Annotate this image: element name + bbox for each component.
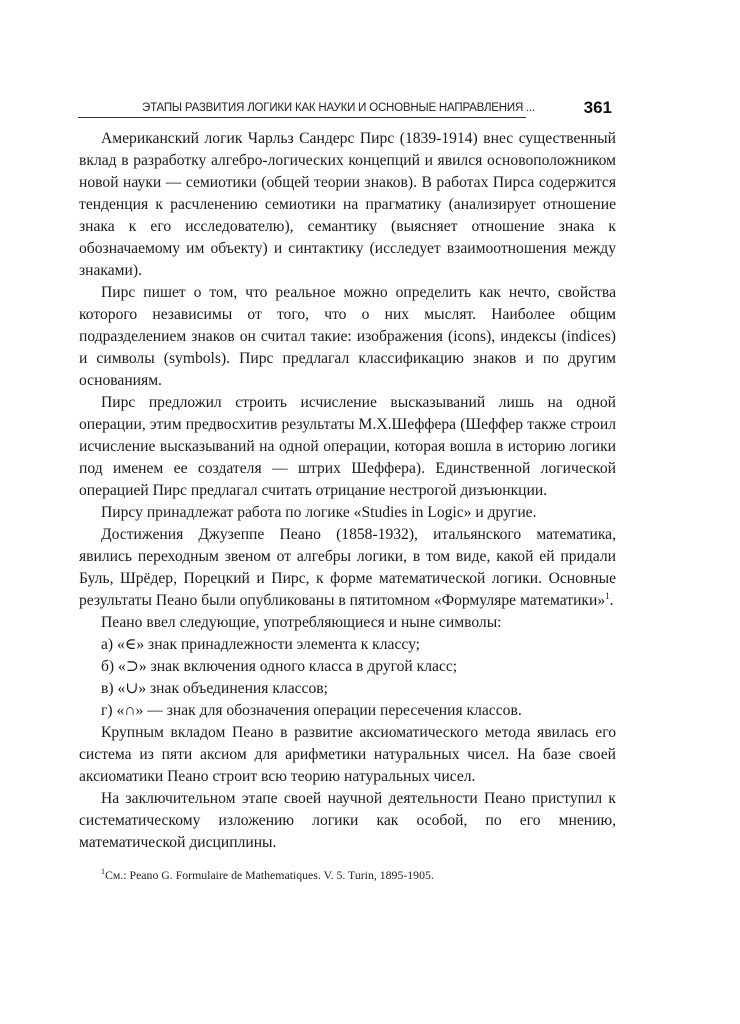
paragraph-peirce-signs: Пирс пишет о том, что реальное можно определить как нечто, свойства которого независимы от того, что о них мыслят. Наиболее общим подразделением знаков он считал такие: изображения (icons), индексы (indices) и символы (symbols). Пирс предлагал классификацию знаков и по другим основаниям. (79, 284, 616, 389)
paragraph-peano-symbols: Пеано ввел следующие, употребляющиеся и ныне символы: (101, 614, 502, 631)
footnote-mark: 1 (101, 867, 105, 876)
paragraph-peano-final: На заключительном этапе своей научной деятельности Пеано приступил к систематическому изложению логики как особой, по его мнению, математической дисциплины. (79, 790, 616, 851)
list-item: б) «⊃» знак включения одного класса в другой класс; (101, 658, 458, 675)
list-item: а) «∈» знак принадлежности элемента к классу; (101, 636, 421, 653)
paragraph-peirce-calculus: Пирс предложил строить исчисление высказываний лишь на одной операции, этим предвосхитив результаты М.Х.Шеффера (Шеффер также строил исчисление высказываний на одной операции, которая вошла в историю логики под именем ее создателя — штрих Шеффера). Единственной логической операцией Пирс предлагал считать отрицание нестрогой дизъюнкции. (79, 394, 616, 499)
header-rule (78, 117, 526, 118)
paragraph-peano-achievements (79, 524, 616, 612)
peano-achievements-text: Достижения Джузеппе Пеано (1858-1932), итальянского математика, явились переходным звеном от алгебры логики, в том виде, какой ей придали Буль, Шрёдер, Порецкий и Пирс, к форме математической логики. Основные результаты Пеано были опубликованы в пятитомном «Формуляре математики» (79, 526, 616, 609)
footnote-text: См.: Peano G. Formulaire de Mathematiques. V. 5. Turin, 1895-1905. (105, 867, 434, 882)
list-item: в) «∪» знак объединения классов; (101, 680, 328, 697)
list-item: г) «∩» — знак для обозначения операции пересечения классов. (101, 702, 522, 719)
footnote (101, 864, 434, 883)
footnote-reference: 1 (605, 590, 610, 601)
paragraph-peirce-intro: Американский логик Чарльз Сандерс Пирс (1839-1914) внес существенный вклад в разработку алгебро-логических концепций и явился основоположником новой науки — семиотики (общей теории знаков). В работах Пирса содержится тенденция к расчленению семиотики на прагматику (анализирует отношение знака к его исследователю), семантику (выясняет отношение знака к обозначаемому им объекту) и синтактику (исследует взаимоотношения между знаками). (79, 130, 616, 279)
main-text (79, 128, 616, 854)
paragraph-peano-axioms: Крупным вкладом Пеано в развитие аксиоматического метода явилась его система из пяти аксиом для арифметики натуральных чисел. На базе своей аксиоматики Пеано строит всю теорию натуральных чисел. (79, 724, 616, 785)
running-title: ЭТАПЫ РАЗВИТИЯ ЛОГИКИ КАК НАУКИ И ОСНОВНЫЕ НАПРАВЛЕНИЯ ... (142, 102, 536, 114)
running-head (78, 100, 612, 122)
peano-achievements-end: . (609, 592, 614, 609)
paragraph-peirce-works: Пирсу принадлежат работа по логике «Studies in Logic» и другие. (101, 504, 537, 521)
page-number: 361 (583, 98, 612, 117)
